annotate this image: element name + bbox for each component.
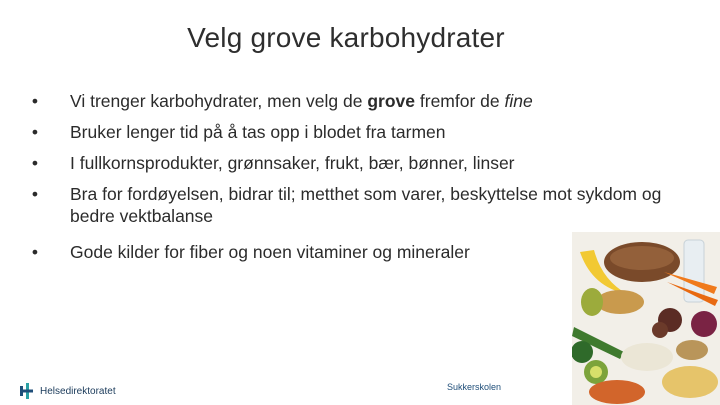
bullet-dot: • xyxy=(31,242,39,262)
bullet-dot: • xyxy=(31,153,39,173)
bullet-text: Bra for fordøyelsen, bidrar til; metthet som varer, beskyttelse mot sykdom og bedre vektbalanse xyxy=(70,184,662,226)
logo-mark-icon xyxy=(20,383,36,399)
bullet-text: Bruker lenger tid på å tas opp i blodet fra tarmen xyxy=(70,122,446,142)
bullet-dot: • xyxy=(31,91,39,111)
fiber-foods-photo xyxy=(572,232,720,405)
bullet-text: Gode kilder for fiber og noen vitaminer og mineraler xyxy=(70,242,470,262)
bullet-item xyxy=(30,121,670,143)
bullet-text: I fullkornsprodukter, grønnsaker, frukt, bær, bønner, linser xyxy=(70,153,515,173)
bullet-text: Vi trenger karbohydrater, men velg de grove fremfor de fine xyxy=(70,91,533,111)
logo-text: Helsedirektoratet xyxy=(40,385,116,397)
slide-title: Velg grove karbohydrater xyxy=(187,22,505,53)
bullet-item xyxy=(30,152,670,174)
helsedirektoratet-logo xyxy=(20,381,116,401)
bullet-dot: • xyxy=(31,184,39,204)
bullet-item xyxy=(30,90,670,112)
bullet-item xyxy=(30,183,670,227)
footer-label: Sukkerskolen xyxy=(447,382,502,392)
bullet-dot: • xyxy=(31,122,39,142)
